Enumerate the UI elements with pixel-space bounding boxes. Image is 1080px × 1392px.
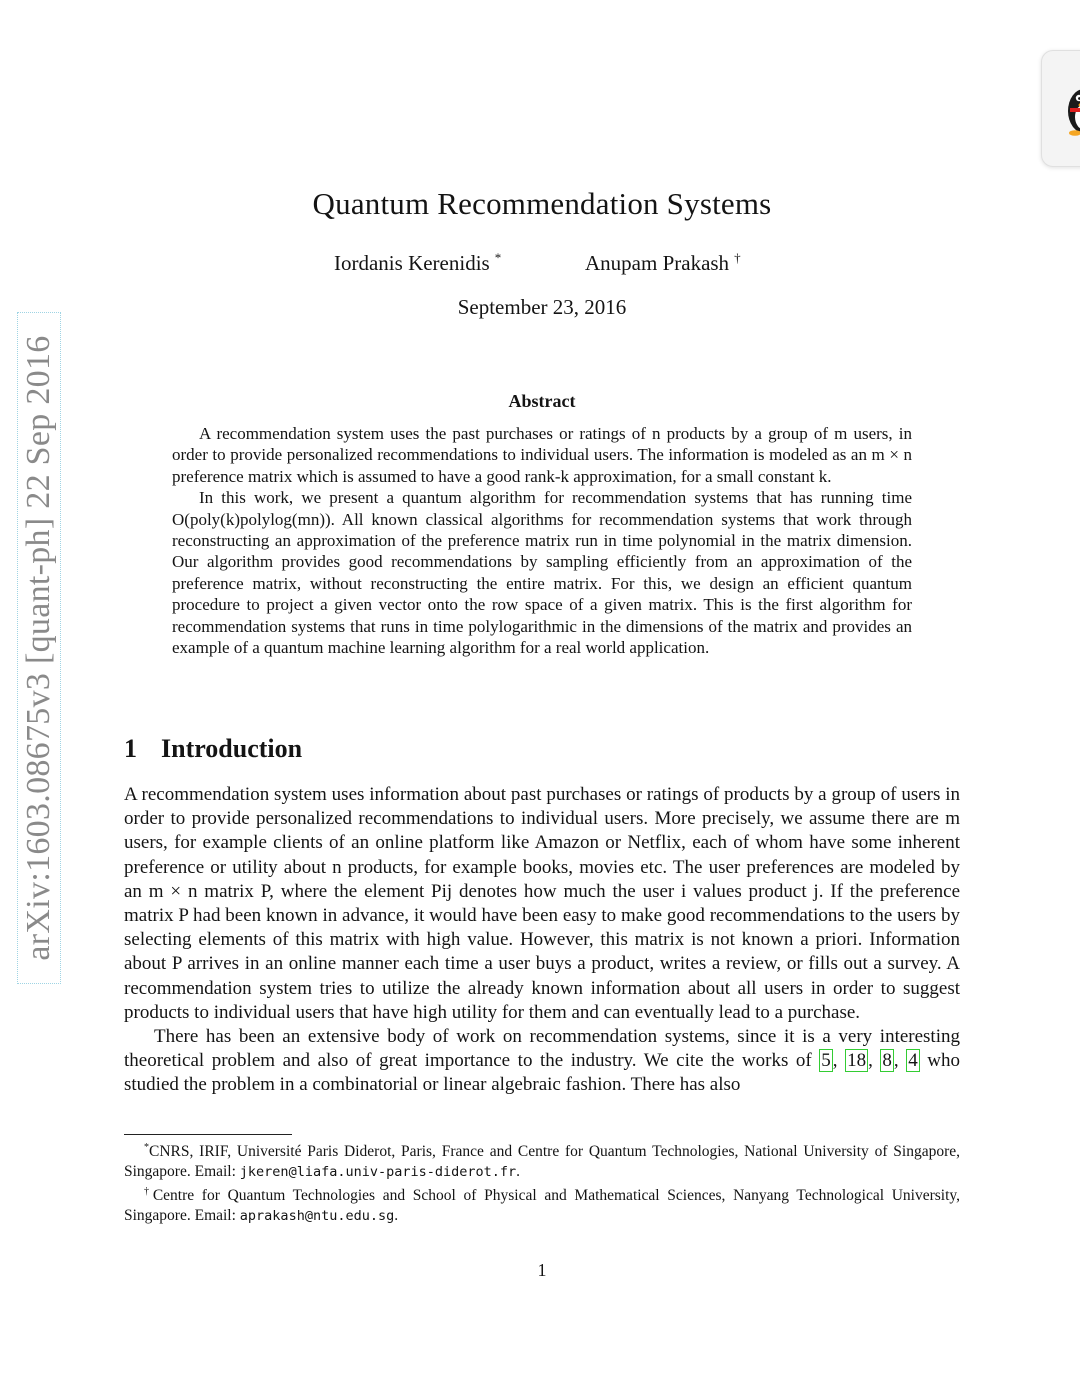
section-number: 1 <box>124 734 137 763</box>
abstract-paragraph: A recommendation system uses the past purchases or ratings of n products by a group of m users, in order to provide personalized recommendations to individual users. The information is modeled as an m × n preference matrix which is assumed to have a good rank-k approximation, for a small constant k. <box>172 424 912 486</box>
abstract-body <box>172 423 912 658</box>
footnote-text: CNRS, IRIF, Université Paris Diderot, Paris, France and Centre for Quantum Technologies, National University of Singapore, Singapore. Email: <box>124 1143 960 1180</box>
penguin-icon <box>1064 81 1080 137</box>
author-prakash <box>585 250 741 276</box>
author-name: Anupam Prakash <box>585 251 730 275</box>
paper-date: September 23, 2016 <box>457 295 627 319</box>
author-footnote-mark: † <box>734 250 741 265</box>
footnote-text: Centre for Quantum Technologies and School of Physical and Mathematical Sciences, Nanyang Technological University, Singapore. Email: <box>124 1187 960 1225</box>
footnote-2: †Centre for Quantum Technologies and School of Physical and Mathematical Sciences, Nanyang Technological University, Singapore. Email: aprakash@ntu.edu.sg. <box>124 1186 960 1225</box>
footnote-divider <box>124 1134 292 1135</box>
arxiv-stamp <box>17 312 61 984</box>
footnotes <box>124 1138 960 1227</box>
intro-text: There has been an extensive body of work on recommendation systems, since it is a very interesting theoretical problem and also of great importance to the industry. We cite the works of <box>124 1026 960 1072</box>
intro-paragraph: There has been an extensive body of work on recommendation systems, since it is a very interesting theoretical problem and also of great importance to the industry. We cite the works of 5 , 18 , 8 , 4 who studied the problem in a combinatorial or linear algebraic fashion. There has also <box>124 1026 961 1096</box>
author-kerenidis <box>334 250 501 276</box>
paper-title: Quantum Recommendation Systems <box>312 186 772 221</box>
introduction-body <box>124 783 960 1098</box>
email-link[interactable]: jkeren@liafa.univ-paris-diderot.fr <box>239 1163 517 1180</box>
abstract-paragraph: In this work, we present a quantum algorithm for recommendation systems that has running time O(poly(k)polylog(mn)). All known classical algorithms for recommendation systems that work through reconstructing an approximation of the preference matrix run in time polynomial in the matrix dimension. Our algorithm provides good recommendations by sampling efficiently from an approximation of the preference matrix, without reconstructing the entire matrix. For this, we design an efficient quantum procedure to project a given vector onto the row space of a given matrix. This is the first algorithm for recommendation systems that runs in time polylogarithmic in the dimensions of the matrix and provides an example of a quantum machine learning algorithm for a real world application. <box>172 488 912 658</box>
footnote-1: *CNRS, IRIF, Université Paris Diderot, Paris, France and Centre for Quantum Technologies, National University of Singapore, Singapore. Email: jkeren@liafa.univ-paris-diderot.fr. <box>124 1142 960 1180</box>
arxiv-id: arXiv:1603.08675v3 [quant-ph] 22 Sep 2016 <box>20 335 57 961</box>
abstract-heading: Abstract <box>508 391 576 411</box>
intro-paragraph: A recommendation system uses information about past purchases or ratings of products by a group of users in order to provide personalized recommendations to individual users. More precisely, we assume there are m users, for example clients of an online platform like Amazon or Netflix, each of whom have some inherent preference or utility about n products, for example books, movies etc. The user preferences are modeled by an m × n matrix P, where the element Pij denotes how much the user i values product j. If the preference matrix P had been known in advance, it would have been easy to make good recommendations to the users by selecting elements of this matrix with high value. However, this matrix is not known a priori. Information about P arrives in an online manner each time a user buys a product, writes a review, or fills out a survey. A recommendation system tries to utilize the already known information about all users in order to suggest products to individual users that have high utility for them and can eventually lead to a purchase. <box>124 784 960 1023</box>
citation-link[interactable]: 4 <box>908 1050 918 1072</box>
citation-link[interactable]: 18 <box>847 1050 867 1072</box>
email-link[interactable]: aprakash@ntu.edu.sg <box>239 1208 395 1225</box>
author-name: Iordanis Kerenidis <box>334 251 490 275</box>
section-title: Introduction <box>161 734 303 763</box>
intro-text: who studied the problem in a combinatorial or linear algebraic fashion. There has also <box>124 1050 961 1096</box>
footnote-mark: * <box>144 1142 149 1153</box>
author-footnote-mark: * <box>494 250 502 265</box>
footnote-mark: † <box>144 1186 153 1198</box>
citation-link[interactable]: 8 <box>882 1050 892 1072</box>
section-heading <box>124 734 302 764</box>
page-number: 1 <box>537 1260 547 1280</box>
citation-link[interactable]: 5 <box>821 1050 831 1072</box>
side-widget[interactable] <box>1041 50 1080 167</box>
